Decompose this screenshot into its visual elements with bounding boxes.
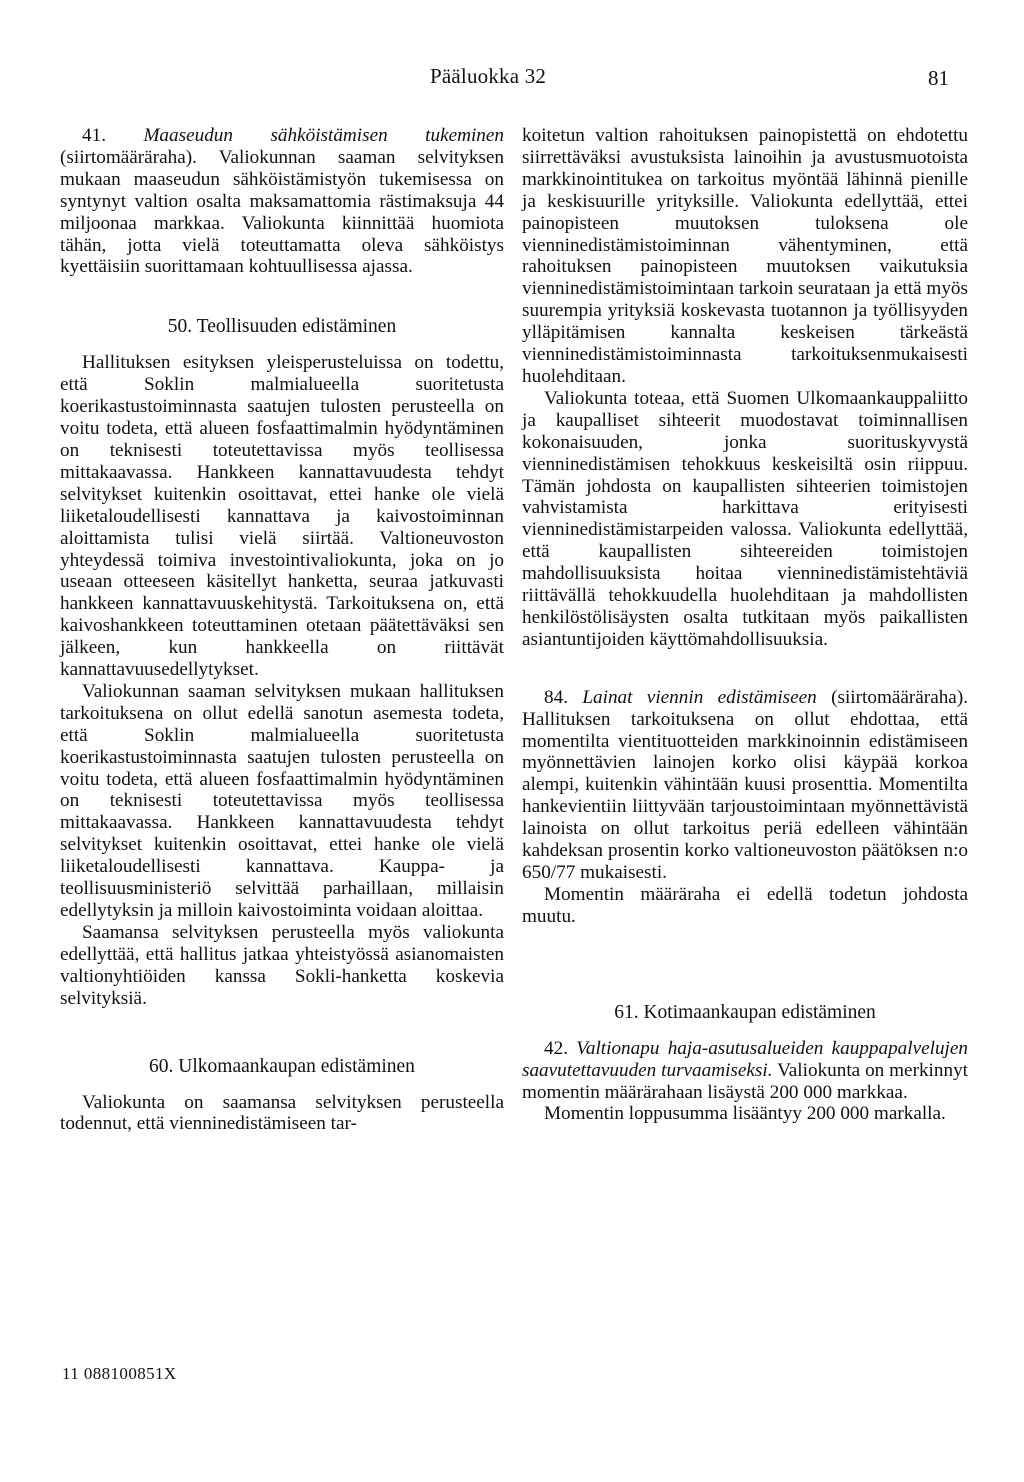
section-61-total: Momentin loppusumma lisääntyy 200 000 markalla. [544,1103,946,1125]
item-41-body: (siirtomääräraha). Valiokunnan saaman selvityksen mukaan maaseudun sähköistämistyön tukemisessa on syntynyt valtion osalta maksamattomia rästimaksuja 44 miljoonaa markkaa. Valiokunta kiinnittää huomiota tähän, jotta vielä toteuttamatta oleva sähköistys kyettäisiin suorittamaan kohtuullisessa ajassa. [60,146,504,278]
item-42-body: Valiokunta on merkinnyt momentin määrärahaan lisäystä 200 000 markkaa. [522,1059,968,1103]
item-42-title: Valtionapu haja-asutusalueiden kauppapalvelujen saavutettavuuden turvaamiseksi. [522,1037,968,1081]
item-84-body: (siirtomääräraha). Hallituksen tarkoituksena on ollut ehdottaa, että momentilta vientituotteiden markkinoinnin edistämiseen myönnettävien lainojen korko olisi käypää korkoa alempi, kuitenkin vähintään kuusi prosenttia. Momentilta hankevientiin liittyvään tarjoustoimintaan myönnettävistä lainoista on ollut tarkoitus periä edelleen vähintään kahdeksan prosentin korko valtioneuvoston päätöksen n:o 650/77 mukaisesti. [522,686,969,883]
footer-code: 11 088100851X [62,1364,177,1383]
section-50-paragraph-2: Valiokunnan saaman selvityksen mukaan hallituksen tarkoituksena on ollut edellä sanotun asemesta todeta, että Soklin malmialueella suoritetusta koerikastustoiminnasta saatujen tulosten perusteella on voitu todeta, että alueen fosfaattimalmin hyödyntäminen on teknisesti toteutettavissa myös teollisessa mittakaavassa. Hankkeen kannattavuudesta tehdyt selvitykset kuitenkin osoittavat, ettei hanke ole vielä liiketaloudellisesti kannattava. Kauppa- ja teollisuusministeriö selvittää parhaillaan, millaisin edellytyksin ja milloin kaivostoiminta voidaan aloittaa. [60,680,504,921]
item-41-number: 41. [82,125,106,146]
section-50-heading: 50. Teollisuuden edistäminen [167,316,397,338]
section-50-paragraph-3: Saamansa selvityksen perusteella myös valiokunta edellyttää, että hallitus jatkaa yhteistyössä asianomaisten valtionyhtiöiden kanssa Sokli-hanketta koskevia selvityksiä. [60,921,504,1009]
right-column [522,125,968,1125]
page-number: 81 [928,66,949,90]
item-42-number: 42. [544,1037,568,1059]
section-60-heading: 60. Ulkomaankaupan edistäminen [149,1055,415,1077]
item-84-title: Lainat viennin edistämiseen [582,686,817,708]
section-60-paragraph: Valiokunta on saamansa selvityksen perusteella todennut, että vienninedistämiseen tar- [60,1091,504,1135]
item-41-title: Maaseudun sähköistämisen tukeminen [143,125,504,146]
running-title: Pääluokka 32 [430,64,547,88]
continuation-paragraph-1: koitetun valtion rahoituksen painopistettä on ehdotettu siirrettäväksi avustuksista lainoihin ja avustusmuotoista markkinointitukea on tarkoitus myöntää lähinnä pienille ja keskisuurille yrityksille. Valiokunta edellyttää, ettei painopisteen muutoksen tuloksena ole vienninedistämistoiminnan vähentyminen, että rahoituksen painopisteen muutoksen vaikutuksia vienninedistämistoimintaan tarkoin seurataan ja että myös suurempia yrityksiä koskevasta tuotannon ja työllisyyden ylläpitämisen kannalta keskeisen tärkeästä vienninedistämistoiminnasta tarkoituksenmukaisesti huolehditaan. [522,125,968,387]
item-84-number: 84. [544,686,568,708]
item-42-paragraph [522,1038,968,1104]
item-41-paragraph [60,125,504,278]
item-84-note: Momentin määräraha ei edellä todetun johdosta muutu. [522,883,968,927]
left-column [60,125,504,1135]
section-61-heading: 61. Kotimaankaupan edistäminen [614,1001,876,1023]
continuation-paragraph-2: Valiokunta toteaa, että Suomen Ulkomaankauppaliitto ja kaupalliset sihteerit muodostavat toiminnallisen kokonaisuuden, jonka suorituskyvystä vienninedistämisen tehokkuus keskeisiltä osin riippuu. Tämän johdosta on kaupallisten sihteerien toimistojen vahvistamista harkittava erityisesti vienninedistämistarpeiden valossa. Valiokunta edellyttää, että kaupallisten sihteereiden toimistojen mahdollisuuksista hoitaa vienninedistämistehtäviä riittävällä tehokkuudella huolehditaan ja mahdollisten henkilöstölisäysten osalta tutkitaan myös paikallisten asiantuntijoiden käyttömahdollisuuksia. [522,387,968,650]
item-84-paragraph [522,687,968,884]
section-50-paragraph-1: Hallituksen esityksen yleisperusteluissa on todettu, että Soklin malmialueella suoritetusta koerikastustoiminnasta saatujen tulosten perusteella on voitu todeta, että alueen fosfaattimalmin hyödyntäminen on teknisesti toteutettavissa myös teollisessa mittakaavassa. Hankkeen kannattavuudesta tehdyt selvitykset kuitenkin osoittavat, ettei hanke ole vielä liiketaloudellisesti kannattava ja kaivostoiminnan aloittamista tulisi vielä siirtää. Valtioneuvoston yhteydessä toimiva investointivaliokunta, joka on jo useaan otteeseen käsitellyt hanketta, seuraa jatkuvasti hankkeen kannattavuuskehitystä. Tarkoituksena on, että kaivoshankkeen toteuttaminen otetaan päätettäväksi sen jälkeen, kun hankkeella on riittävät kannattavuusedellytykset. [60,352,504,681]
